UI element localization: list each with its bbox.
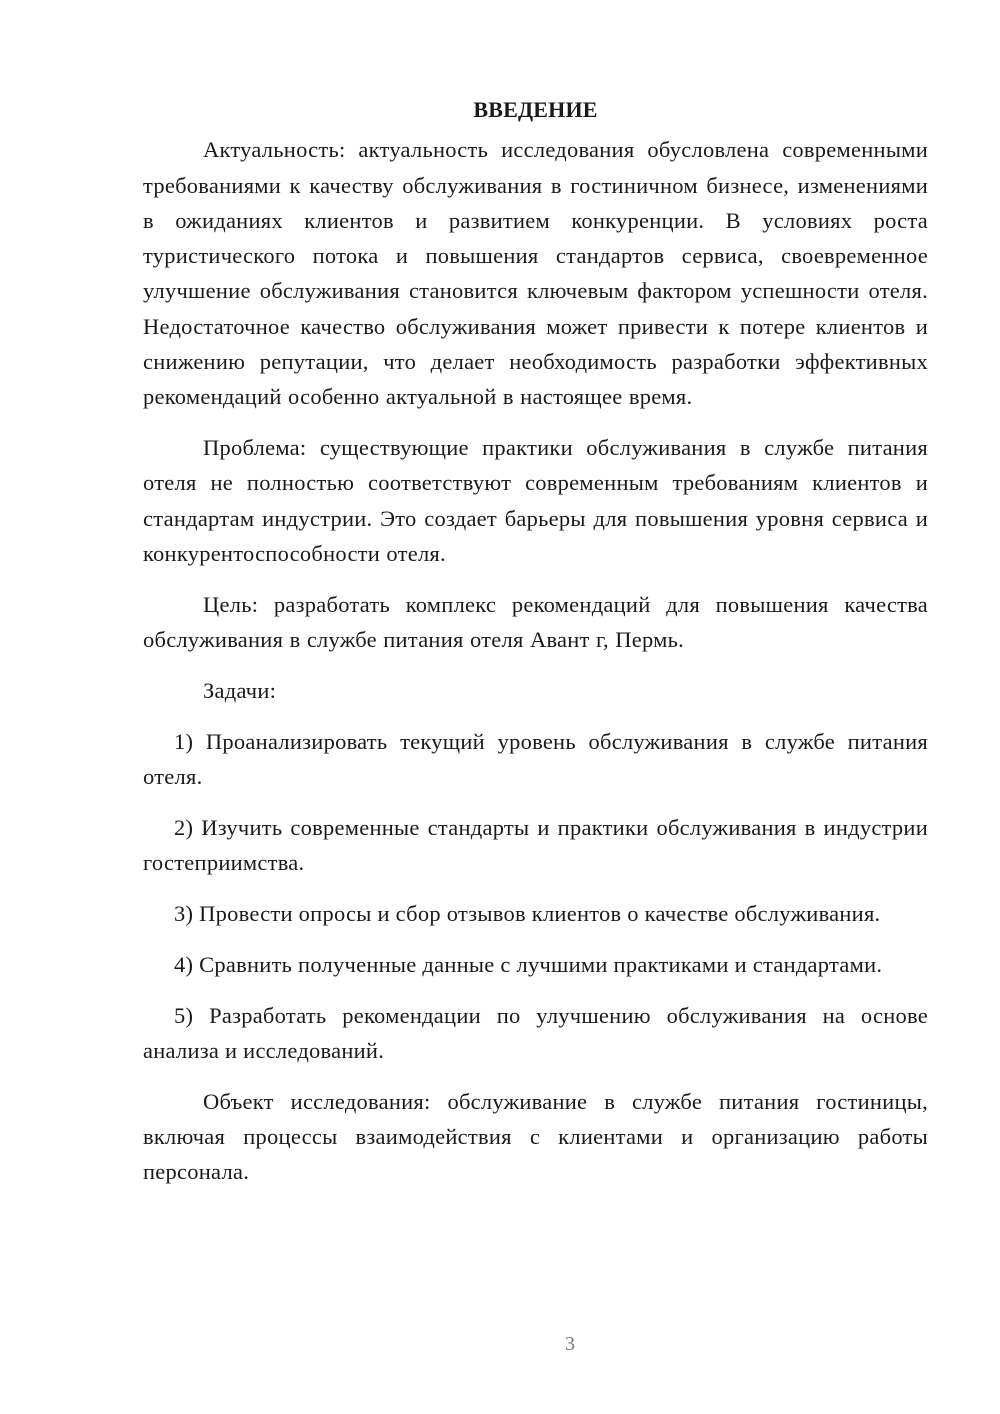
relevance-paragraph: Актуальность: актуальность исследования обусловлена современными требованиями к качеству обслуживания в гостиничном бизнесе, изменениями в ожиданиях клиентов и развитием конкуренции. В условиях роста туристического потока и повышения стандартов сервиса, своевременное улучшение обслуживания становится ключевым фактором успешности отеля. Недостаточное качество обслуживания может привести к потере клиентов и снижению репутации, что делает необходимость разработки эффективных рекомендаций особенно актуальной в настоящее время. xyxy=(143,137,928,410)
task-item xyxy=(143,998,928,1069)
page-title: ВВЕДЕНИЕ xyxy=(473,97,598,122)
task-text: Разработать рекомендации по улучшению обслуживания на основе анализа и исследований. xyxy=(143,1002,928,1063)
task-item xyxy=(143,724,928,795)
task-text: Сравнить полученные данные с лучшими практиками и стандартами. xyxy=(199,951,883,977)
task-text: Проанализировать текущий уровень обслуживания в службе питания отеля. xyxy=(143,728,929,790)
tasks-heading: Задачи: xyxy=(203,677,277,703)
task-number: 5) xyxy=(174,1002,194,1028)
page-number: 3 xyxy=(565,1333,575,1355)
task-item xyxy=(143,947,928,982)
task-number: 2) xyxy=(174,814,194,840)
page-content xyxy=(143,92,928,1205)
task-text: Изучить современные стандарты и практики обслуживания в индустрии гостеприимства. xyxy=(143,814,928,876)
task-item xyxy=(143,810,928,881)
goal-paragraph: Цель: разработать комплекс рекомендаций для повышения качества обслуживания в службе питания отеля Авант г, Пермь. xyxy=(143,591,928,653)
problem-paragraph: Проблема: существующие практики обслуживания в службе питания отеля не полностью соответствуют современным требованиям клиентов и стандартам индустрии. Это создает барьеры для повышения уровня сервиса и конкурентоспособности отеля. xyxy=(143,435,928,567)
task-number: 4) xyxy=(174,951,194,977)
task-text: Провести опросы и сбор отзывов клиентов о качестве обслуживания. xyxy=(199,900,881,926)
task-number: 3) xyxy=(174,900,194,926)
task-item xyxy=(143,896,928,931)
object-paragraph: Объект исследования: обслуживание в службе питания гостиницы, включая процессы взаимодействия с клиентами и организацию работы персонала. xyxy=(143,1088,928,1185)
task-number: 1) xyxy=(174,728,194,754)
